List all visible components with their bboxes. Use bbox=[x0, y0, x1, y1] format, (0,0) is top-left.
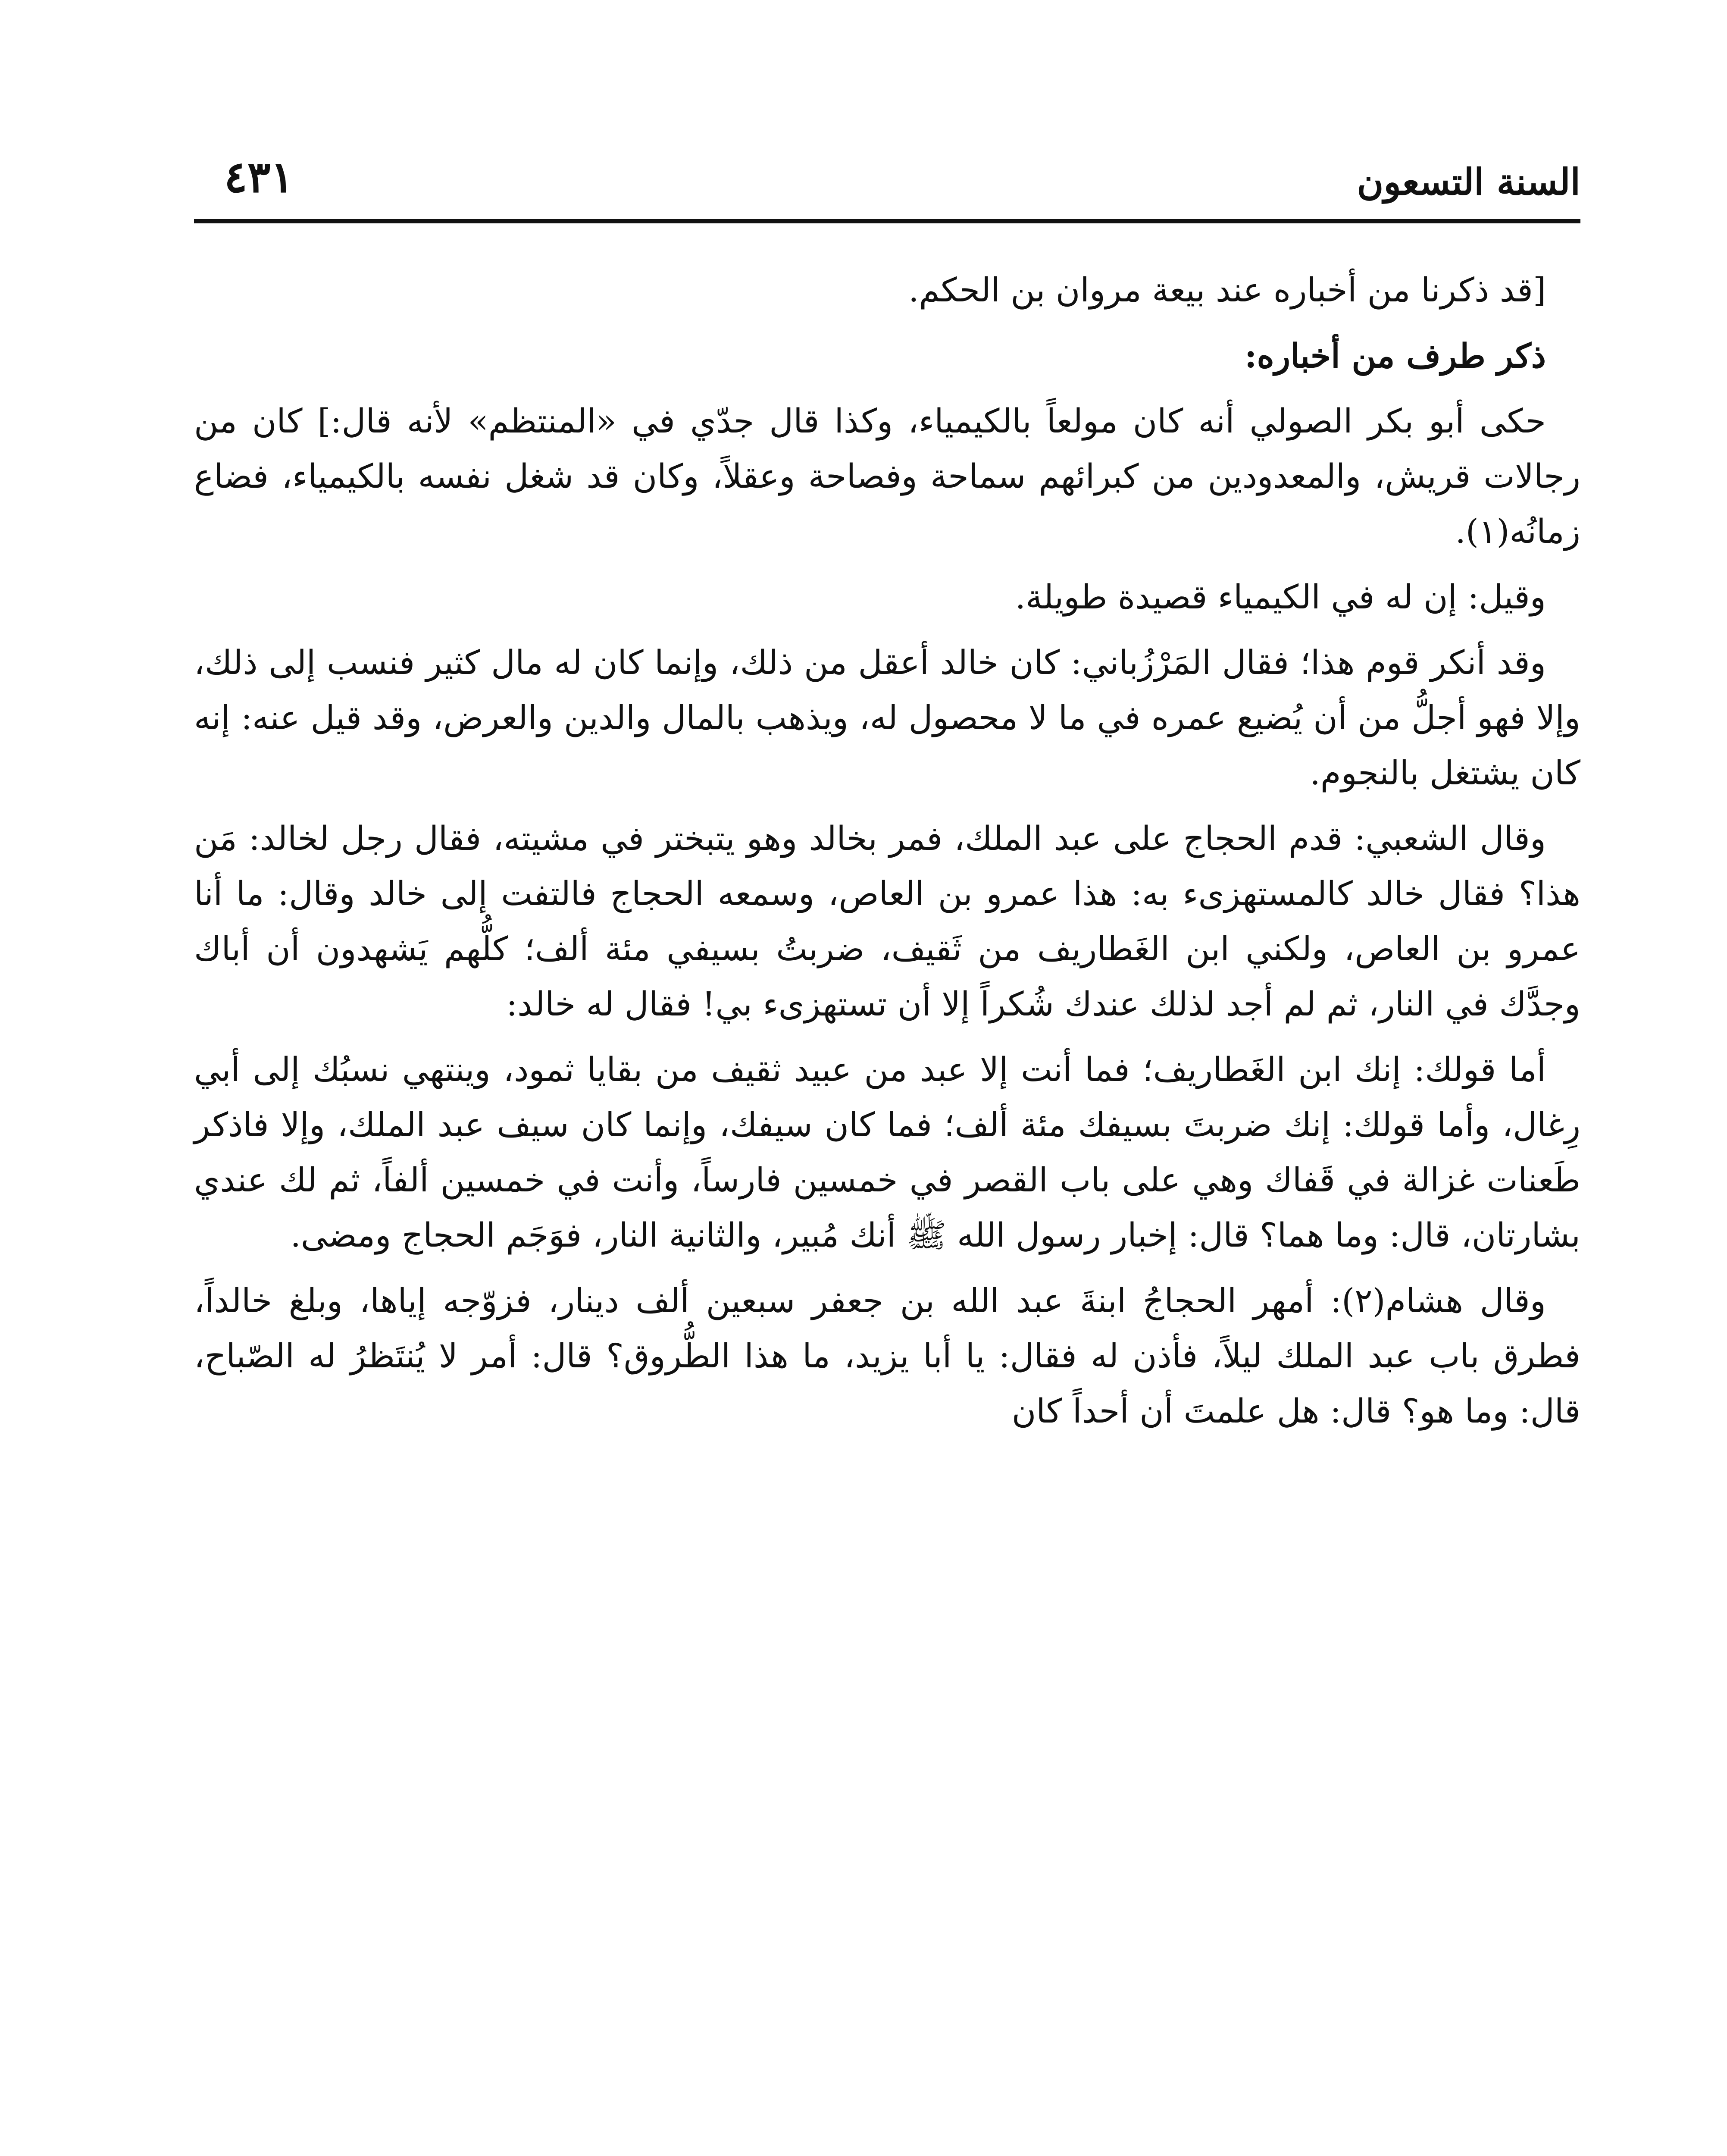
page-header bbox=[194, 151, 1580, 220]
paragraph-4: وقد أنكر قوم هذا؛ فقال المَرْزُباني: كان خالد أعقل من ذلك، وإنما كان له مال كثير فنسب إلى ذلك، وإلا فهو أجلُّ من أن يُضيع عمره في ما لا محصول له، ويذهب بالمال والدين والعرض، وقد قيل عنه: إنه كان يشتغل بالنجوم. bbox=[194, 644, 1580, 793]
paragraph-5: وقال الشعبي: قدم الحجاج على عبد الملك، فمر بخالد وهو يتبختر في مشيته، فقال رجل لخالد: مَن هذا؟ فقال خالد كالمستهزىء به: هذا عمرو بن العاص، وسمعه الحجاج فالتفت إلى خالد وقال: ما أنا عمرو بن العاص، ولكني ابن الغَطاريف من ثَقيف، ضربتُ بسيفي مئة ألف؛ كلُّهم يَشهدون أن أباك وجدَّك في النار، ثم لم أجد لذلك عندك شُكراً إلا أن تستهزىء بي! فقال له خالد: bbox=[194, 820, 1580, 1024]
paragraph-6: أما قولك: إنك ابن الغَطاريف؛ فما أنت إلا عبد من عبيد ثقيف من بقايا ثمود، وينتهي نسبُك إلى أبي رِغال، وأما قولك: إنك ضربتَ بسيفك مئة ألف؛ فما كان سيفك، وإنما كان سيف عبد الملك، وإلا فاذكر طَعنات غزالة في قَفاك وهي على باب القصر في خمسين فارساً، وأنت في خمسين ألفاً، ثم لك عندي بشارتان، قال: وما هما؟ قال: إخبار رسول الله ﷺ أنك مُبير، والثانية النار، فوَجَم الحجاج ومضى. bbox=[194, 1051, 1581, 1255]
header-rule bbox=[194, 219, 1580, 223]
paragraph-3: وقيل: إن له في الكيمياء قصيدة طويلة. bbox=[1015, 578, 1546, 617]
main-text bbox=[194, 263, 1580, 1450]
paragraph-1: [قد ذكرنا من أخباره عند بيعة مروان بن الحكم. bbox=[908, 271, 1546, 310]
running-title: السنة التسعون bbox=[1357, 160, 1580, 203]
paragraph-7: وقال هشام(٢): أمهر الحجاجُ ابنةَ عبد الله بن جعفر سبعين ألف دينار، فزوّجه إياها، وبلغ خالداً، فطرق باب عبد الملك ليلاً، فأذن له فقال: يا أبا يزيد، ما هذا الطُّروق؟ قال: أمر لا يُنتَظرُ له الصّباح، قال: وما هو؟ قال: هل علمتَ أن أحداً كان bbox=[194, 1282, 1580, 1431]
page-number: ٤٣١ bbox=[224, 151, 294, 202]
section-heading: ذكر طرف من أخباره: bbox=[1245, 337, 1546, 376]
paragraph-2: حكى أبو بكر الصولي أنه كان مولعاً بالكيمياء، وكذا قال جدّي في «المنتظم» لأنه قال:] كان من رجالات قريش، والمعدودين من كبرائهم سماحة وفصاحة وعقلاً، وكان قد شغل نفسه بالكيمياء، فضاع زمانُه(١). bbox=[194, 402, 1580, 551]
